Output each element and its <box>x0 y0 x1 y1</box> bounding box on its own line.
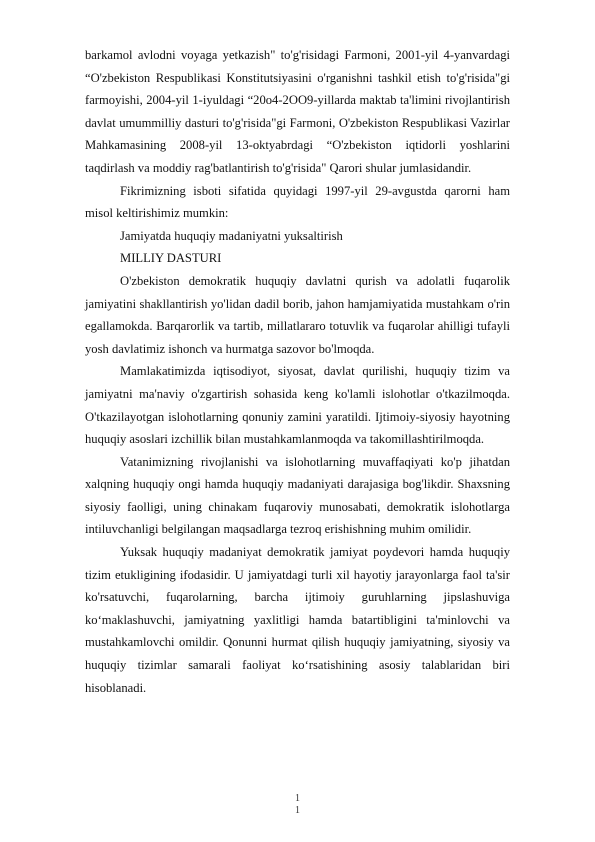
page-number-line-1: 1 <box>295 793 300 804</box>
program-title-heading: MILLIY DASTURI <box>120 251 222 266</box>
paragraph-example-intro: Fikrimizning isboti sifatida quyidagi 1997-yil 29-avgustda qarorni ham misol keltirishimiz mumkin: <box>85 183 510 221</box>
document-body <box>85 44 510 699</box>
paragraph-uzbekistan-democracy: O'zbekiston demokratik huquqiy davlatni qurish va adolatli fuqarolik jamiyatini shakllantirish yo'lidan dadil borib, jahon hamjamiyatida mustahkam o'rin egallamokda. Barqarorlik va tartib, millatlararo totuvlik va fuqarolar ahilligi tufayli yosh davlatimiz ishonch va hurmatga sazovor bo'lmoqda. <box>85 273 510 356</box>
page-number-line-2: 1 <box>295 805 300 816</box>
program-title-line: Jamiyatda huquqiy madaniyatni yuksaltirish <box>120 228 343 243</box>
paragraph-legal-culture: Yuksak huquqiy madaniyat demokratik jamiyat poydevori hamda huquqiy tizim etukligining ifodasidir. U jamiyatdagi turli xil hayotiy jarayonlarga faol ta'sir ko'rsatuvchi, fuqarolarning, barcha ijtimoiy guruhlarning jipslashuviga ko‘maklashuvchi, jamiyatning yaxlitligi hamda batartibligini ta'minlovchi va mustahkamlovchi omildir. Qonunni hurmat qilish huquqiy jamiyatning, siyosiy va huquqiy tizimlar samarali faoliyat ko‘rsatishining asosiy talablaridan biri hisoblanadi. <box>85 545 510 695</box>
paragraph-development: Vatanimizning rivojlanishi va islohotlarning muvaffaqiyati ko'p jihatdan xalqning huquqiy ongi hamda huquqiy madaniyati darajasiga bog'likdir. Shaxsning siyosiy faolligi, uning chinakam fuqaroviy munosabati, demokratik islohotlarga intiluvchanligi belgilangan maqsadlarga tezroq erishishning muhim omilidir. <box>85 454 510 537</box>
paragraph-reforms: Mamlakatimizda iqtisodiyot, siyosat, davlat qurilishi, huquqiy tizim va jamiyatni ma'naviy o'zgartirish sohasida keng ko'lamli islohotlar o'tkazilmoqda. O'tkazilayotgan islohotlarning qonuniy zamini yaratildi. Ijtimoiy-siyosiy hayotning huquqiy asoslari izchillik bilan mustahkamlanmoqda va takomillashtirilmoqda. <box>85 364 510 447</box>
page-number <box>0 793 595 817</box>
paragraph-continuation: barkamol avlodni voyaga yetkazish" to'g'risidagi Farmoni, 2001-yil 4-yanvardagi “O'zbekiston Respublikasi Konstitutsiyasini o'rganishni tashkil etish to'g'risida"gi farmoyishi, 2004-yil 1-iyuldagi “20o4-2OO9-yillarda maktab ta'limini rivojlantirish davlat umummilliy dasturi to'g'risida"gi Farmoni, O'zbekiston Respublikasi Vazirlar Mahkamasining 2008-yil 13-oktyabrdagi “O'zbekiston iqtidorli yoshlarini taqdirlash va moddiy rag'batlantirish to'g'risida" Qarori shular jumlasidandir. <box>85 48 510 175</box>
